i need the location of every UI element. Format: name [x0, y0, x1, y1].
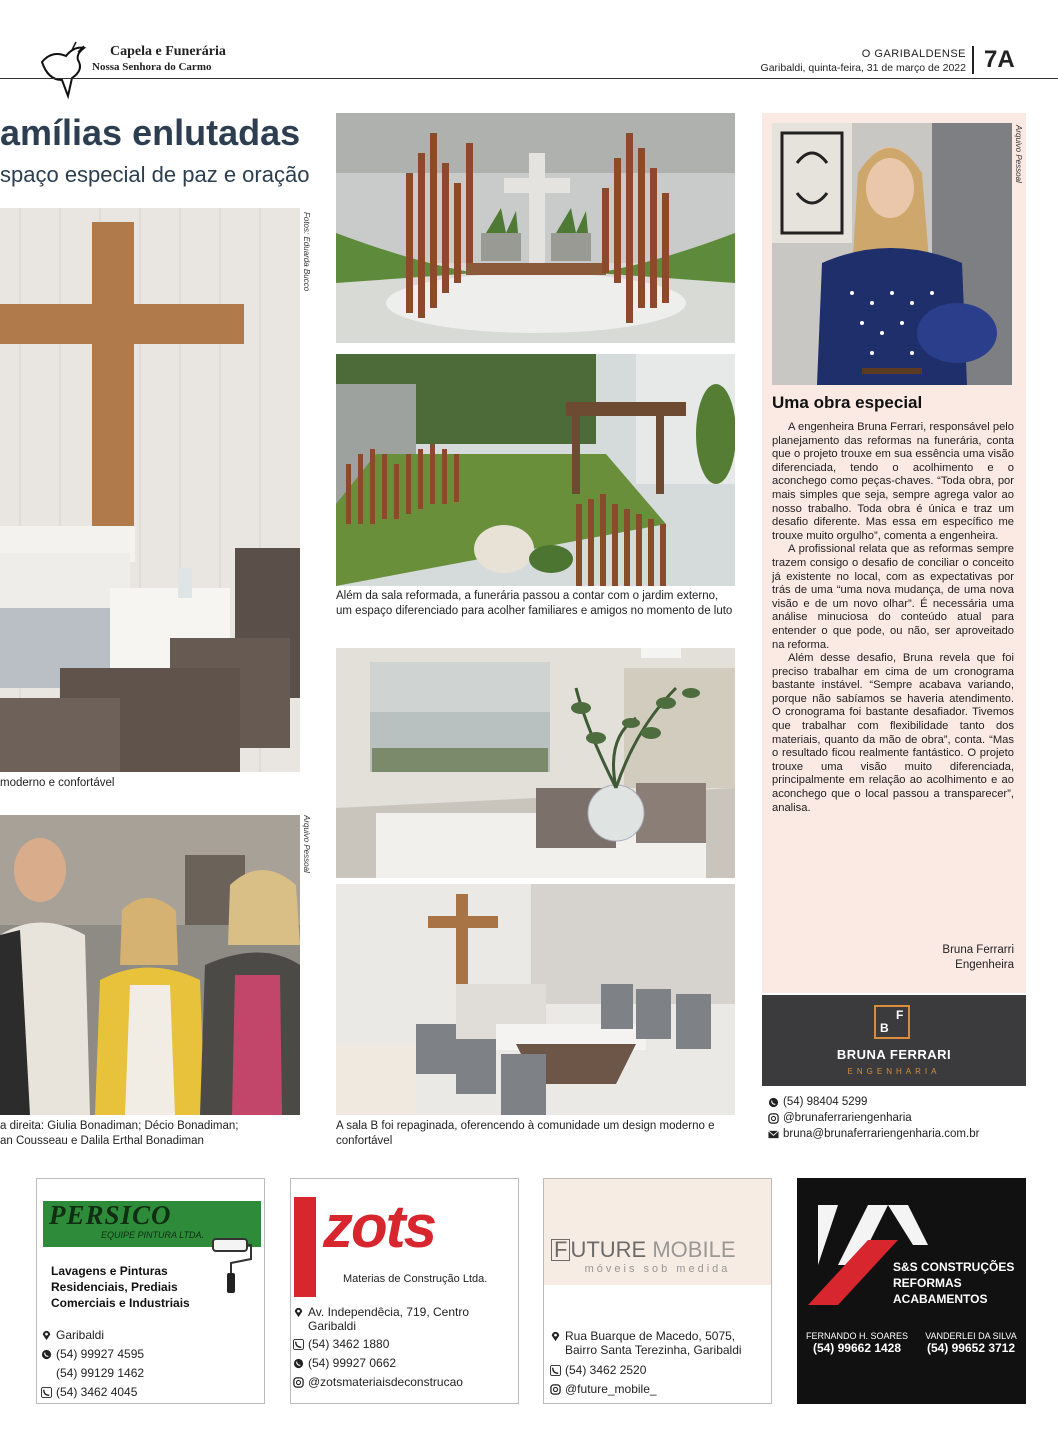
ss-line2: REFORMAS	[893, 1276, 962, 1290]
instagram-icon	[768, 1113, 779, 1124]
persico-ad	[36, 1178, 265, 1404]
bf-monogram-b: B	[880, 1021, 889, 1035]
sidebar-title: Uma obra especial	[772, 393, 923, 412]
ss-contact2	[916, 1331, 1026, 1355]
ss-contact1	[802, 1331, 912, 1355]
caption-room-b: A sala B foi repaginada, oferencendo à comunidade um design moderno e confortável	[336, 1120, 715, 1147]
future-mobile-banner	[544, 1179, 771, 1285]
persico-whatsapp-row	[41, 1345, 144, 1364]
zots-instagram: @zotsmateriaisdeconstrucao	[308, 1375, 463, 1389]
newspaper-name: O GARIBALDENSE	[861, 48, 966, 60]
caption-garden: Além da sala reformada, a funerária passou a contar com o jardim externo, um espaço diferenciado para acolher familiares e amigos no momento de luto	[336, 590, 733, 617]
zots-address-row	[293, 1305, 469, 1333]
zots-red-bar	[294, 1197, 316, 1297]
zots-contacts	[293, 1305, 469, 1392]
future-address-row	[550, 1329, 742, 1357]
future-mobile-brand-f: F	[551, 1239, 570, 1261]
chapel-interior-photo	[0, 208, 300, 772]
persico-services	[51, 1263, 190, 1311]
sidebar-paragraph: A profissional relata que as reformas sempre trazem consigo o desafio de conciliar o conceito já existente no local, com as expectativas por trás de uma “uma nova mudança, de uma nova visão e de um novo olhar”. É necessária uma análise minuciosa do conteúdo atual para entender o que pode, ou não, ser aproveitado na reforma.	[772, 543, 1014, 651]
zots-address1: Av. Independêcia, 719, Centro	[308, 1305, 470, 1319]
bf-instagram: @brunaferrariengenharia	[783, 1112, 912, 1124]
bf-email-row	[768, 1126, 979, 1142]
page-number: 7A	[972, 46, 1044, 74]
photo-credit-sidebar: Arquivo Pessoal	[1014, 125, 1023, 183]
location-pin-icon	[41, 1330, 52, 1341]
funeral-home-name: Capela e Funerária	[110, 44, 226, 59]
ss-construcoes-ad	[797, 1178, 1026, 1404]
ss-line3: ACABAMENTOS	[893, 1292, 988, 1306]
future-phone: (54) 3462 2520	[565, 1363, 647, 1377]
persico-city: Garibaldi	[56, 1328, 105, 1342]
photo-credit-people: Arquivo Pessoal	[302, 815, 311, 873]
sidebar-body	[772, 421, 1014, 815]
photo-credit-main: Fotos: Eduarda Bucco	[302, 212, 311, 292]
header-rule	[0, 78, 1058, 79]
bf-instagram-row	[768, 1110, 979, 1126]
zots-phone: (54) 3462 1880	[308, 1337, 390, 1351]
bf-phone: (54) 98404 5299	[783, 1096, 868, 1108]
garden-pergola-photo	[336, 354, 735, 586]
future-phone-row	[550, 1361, 742, 1380]
bf-brand-name: BRUNA FERRARI	[836, 1047, 952, 1062]
ss-headline	[893, 1259, 1014, 1307]
caption-people-line1: a direita: Giulia Bonadiman; Décio Bonadiman;	[0, 1120, 239, 1132]
persico-service-line: Residenciais, Prediais	[51, 1280, 178, 1294]
persico-phone2-row	[41, 1364, 144, 1383]
persico-contacts	[41, 1326, 144, 1402]
bf-contacts	[768, 1094, 979, 1142]
persico-service-line: Lavagens e Pinturas	[51, 1264, 168, 1278]
zots-whatsapp: (54) 99927 0662	[308, 1356, 397, 1370]
persico-whatsapp: (54) 99927 4595	[56, 1347, 145, 1361]
persico-phone2: (54) 99129 1462	[56, 1366, 145, 1380]
zots-brand: zots	[323, 1193, 435, 1260]
phone-icon	[293, 1339, 304, 1350]
dove-logo-icon	[38, 40, 88, 100]
ss-contact2-phone: (54) 99652 3712	[926, 1341, 1016, 1355]
future-mobile-brand-rest1: UTURE	[570, 1237, 647, 1262]
zots-address2: Garibaldi	[308, 1319, 357, 1333]
newspaper-date: Garibaldi, quinta-feira, 31 de março de 2022	[760, 62, 966, 74]
family-photo	[0, 815, 300, 1115]
bf-monogram-f: F	[896, 1008, 904, 1022]
caption-people-line2: an Cousseau e Dalila Erthal Bonadiman	[0, 1135, 204, 1147]
phone-icon	[550, 1365, 561, 1376]
future-instagram: @future_mobile_	[565, 1382, 657, 1396]
zots-instagram-row	[293, 1373, 469, 1392]
location-pin-icon	[550, 1331, 561, 1342]
sidebar-paragraph: Além desse desafio, Bruna revela que foi preciso trabalhar em cima de um cronograma bastante instável. “Sempre acabava variando, porque não sabíamos se haveria atendimento. O cronograma foi bastante desafiador. Tivemos que trabalhar com flexibilidade tanto dos materiais, quanto da mão de obra”, conta. “Mas o resultado ficou realmente fantástico. O projeto trouxe uma visão muito diferenciada, principalmente em relação ao acolhimento e ao aconchego que o local passou a transparecer”, analisa.	[772, 652, 1014, 814]
zots-ad	[290, 1178, 519, 1404]
whatsapp-icon	[41, 1349, 52, 1360]
paint-roller-icon	[207, 1235, 253, 1295]
signature-name: Bruna Ferrarri	[942, 944, 1014, 956]
zots-phone-row	[293, 1335, 469, 1354]
future-address2: Bairro Santa Terezinha, Garibaldi	[565, 1343, 742, 1357]
zots-tagline: Materias de Construção Ltda.	[343, 1273, 488, 1285]
garden-cross-photo	[336, 113, 735, 343]
instagram-icon	[550, 1384, 561, 1395]
signature-role: Engenheira	[955, 959, 1014, 971]
instagram-icon	[293, 1377, 304, 1388]
bruna-ferrari-logo-box	[762, 995, 1026, 1086]
persico-brand: PERSICO	[49, 1200, 172, 1230]
future-mobile-brand-rest2: MOBILE	[652, 1237, 736, 1262]
bf-phone-row	[768, 1094, 979, 1110]
bf-brand-sub: ENGENHARIA	[847, 1067, 941, 1076]
article-headline: amílias enlutadas	[0, 112, 301, 153]
persico-city-row	[41, 1326, 144, 1345]
future-instagram-row	[550, 1380, 742, 1399]
persico-service-line: Comerciais e Industriais	[51, 1296, 190, 1310]
ss-contact2-name: VANDERLEI DA SILVA	[925, 1331, 1017, 1341]
caption-people	[0, 1119, 238, 1149]
persico-tagline: EQUIPE PINTURA LTDA.	[101, 1230, 205, 1240]
envelope-icon	[768, 1129, 779, 1140]
future-mobile-ad	[543, 1178, 772, 1404]
room-with-plant-photo	[336, 648, 735, 878]
persico-phone-row	[41, 1383, 144, 1402]
future-mobile-brand	[551, 1237, 736, 1263]
ss-line1: S&S CONSTRUÇÕES	[893, 1260, 1015, 1274]
ss-contact1-name: FERNANDO H. SOARES	[805, 1331, 908, 1341]
engineer-portrait-photo	[772, 123, 1012, 385]
persico-phone: (54) 3462 4045	[56, 1385, 138, 1399]
sidebar-paragraph: A engenheira Bruna Ferrari, responsável pelo planejamento das reformas na funerária, conta que o projeto trouxe em sua essência uma visão diferenciada, tendo o acolhimento e o aconchego como peças-chaves. “Toda obra, por mais simples que seja, sempre agrega valor ao nosso trabalho. Toda obra é única e traz um desafio diferente. Mas essa em específico me trouxe muito orgulho”, comenta a engenheira.	[772, 421, 1014, 542]
bf-monogram-icon	[874, 1005, 910, 1039]
sidebar-signature	[772, 943, 1014, 973]
future-mobile-tagline: móveis sob medida	[584, 1263, 731, 1275]
location-pin-icon	[293, 1307, 304, 1318]
funeral-home-subname: Nossa Senhora do Carmo	[92, 61, 212, 73]
whatsapp-icon	[768, 1097, 779, 1108]
room-b-photo	[336, 884, 735, 1115]
whatsapp-icon	[293, 1358, 304, 1369]
bf-email: bruna@brunaferrariengenharia.com.br	[783, 1128, 980, 1140]
ss-contact1-phone: (54) 99662 1428	[812, 1341, 902, 1355]
future-mobile-contacts	[550, 1329, 742, 1399]
future-address1: Rua Buarque de Macedo, 5075,	[565, 1329, 736, 1343]
zots-whatsapp-row	[293, 1354, 469, 1373]
article-subhead: spaço especial de paz e oração	[0, 162, 310, 187]
caption-main: moderno e confortável	[0, 777, 115, 789]
phone-icon	[41, 1387, 52, 1398]
